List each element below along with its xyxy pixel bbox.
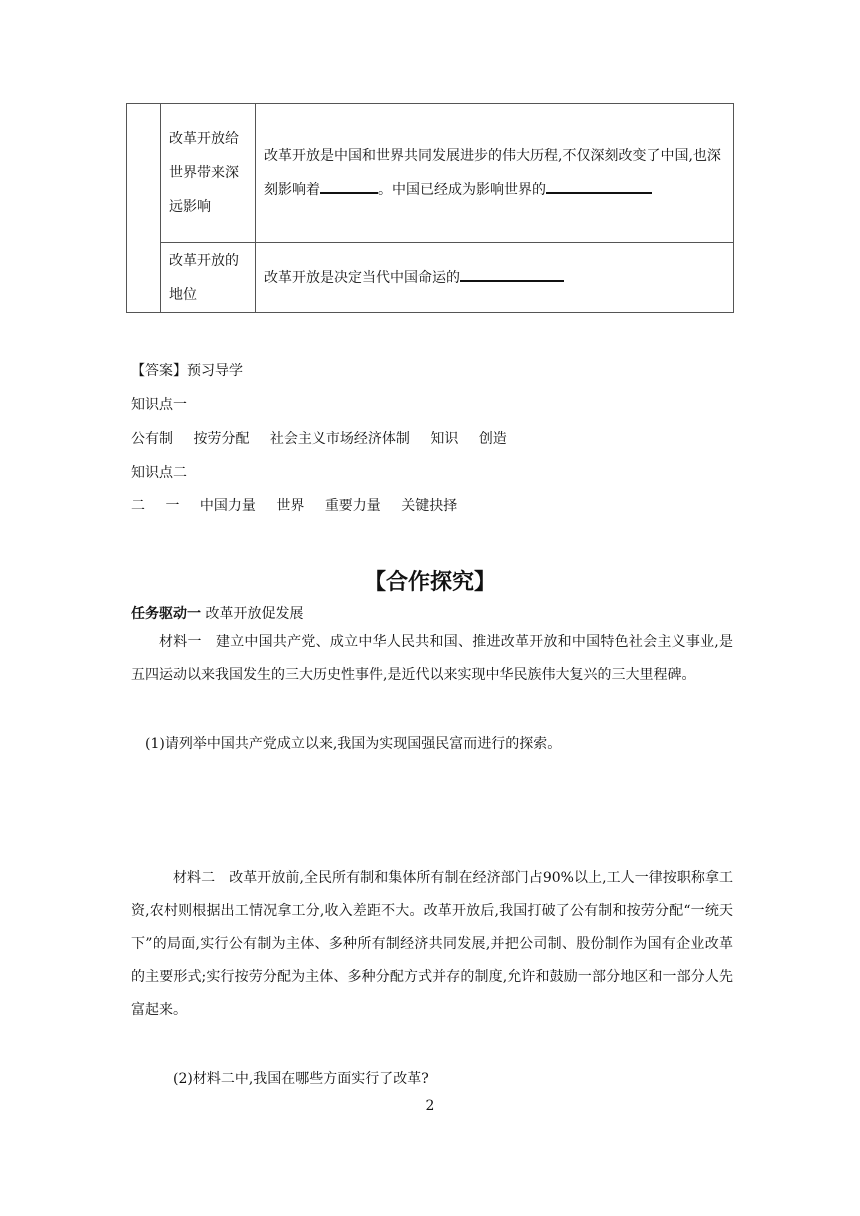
answer-item: 世界 [276, 498, 305, 514]
table-row [127, 104, 734, 243]
table-blank-cell [127, 104, 161, 313]
knowledge-table [126, 103, 734, 313]
answer-item: 知识 [430, 431, 459, 447]
answer-item: 社会主义市场经济体制 [269, 431, 410, 447]
task-heading [131, 603, 303, 623]
material-two: 材料二 改革开放前,全民所有制和集体所有制在经济部门占90%以上,工人一律按职称拿工资,农村则根据出工情况拿工分,收入差距不大。改革开放后,我国打破了公有制和按劳分配“一统天下”的局面,实行公有制为主体、多种所有制经济共同发展,并把公司制、股份制作为国有企业改革的主要形式;实行按劳分配为主体、多种分配方式并存的制度,允许和鼓励一部分地区和一部分人先富起来。 [131, 870, 733, 1018]
answer-heading: 【答案】预习导学 [131, 363, 243, 379]
page-number: 2 [425, 1098, 435, 1114]
material-one: 材料一 建立中国共产党、成立中华人民共和国、推进改革开放和中国特色社会主义事业,是五四运动以来我国发生的三大历史性事件,是近代以来实现中华民族伟大复兴的三大里程碑。 [131, 634, 733, 683]
answer-item: 公有制 [131, 431, 173, 447]
fill-blank[interactable] [320, 178, 378, 194]
row-label: 改革开放的地位 [161, 243, 256, 313]
section-title: 【合作探究】 [363, 570, 496, 595]
answer-item: 二 [131, 498, 145, 514]
kp2-title: 知识点二 [131, 465, 187, 481]
answer-item: 中国力量 [199, 498, 256, 514]
kp1-answers [131, 428, 507, 448]
answer-item: 关键抉择 [401, 498, 458, 514]
kp1-title: 知识点一 [131, 397, 187, 413]
row-text: 改革开放是中国和世界共同发展进步的伟大历程,不仅深刻改变了中国,也深刻影响着 [264, 148, 721, 198]
table-row [127, 243, 734, 313]
fill-blank[interactable] [460, 266, 564, 282]
answer-item: 重要力量 [324, 498, 381, 514]
row-text: 改革开放是决定当代中国命运的 [264, 269, 460, 286]
answer-item: 按劳分配 [193, 431, 250, 447]
question-one: (1)请列举中国共产党成立以来,我国为实现国强民富而进行的探索。 [145, 736, 562, 752]
answer-item: 一 [165, 498, 180, 514]
row-content [256, 243, 734, 313]
row-text: 。中国已经成为影响世界的 [378, 182, 546, 198]
answer-item: 创造 [478, 431, 507, 447]
task-name: 改革开放促发展 [205, 606, 304, 622]
question-two: (2)材料二中,我国在哪些方面实行了改革? [173, 1071, 429, 1087]
row-content [256, 104, 734, 243]
kp2-answers [131, 495, 457, 515]
row-label: 改革开放给世界带来深远影响 [161, 104, 256, 243]
task-label: 任务驱动一 [131, 606, 201, 622]
fill-blank[interactable] [546, 178, 652, 194]
